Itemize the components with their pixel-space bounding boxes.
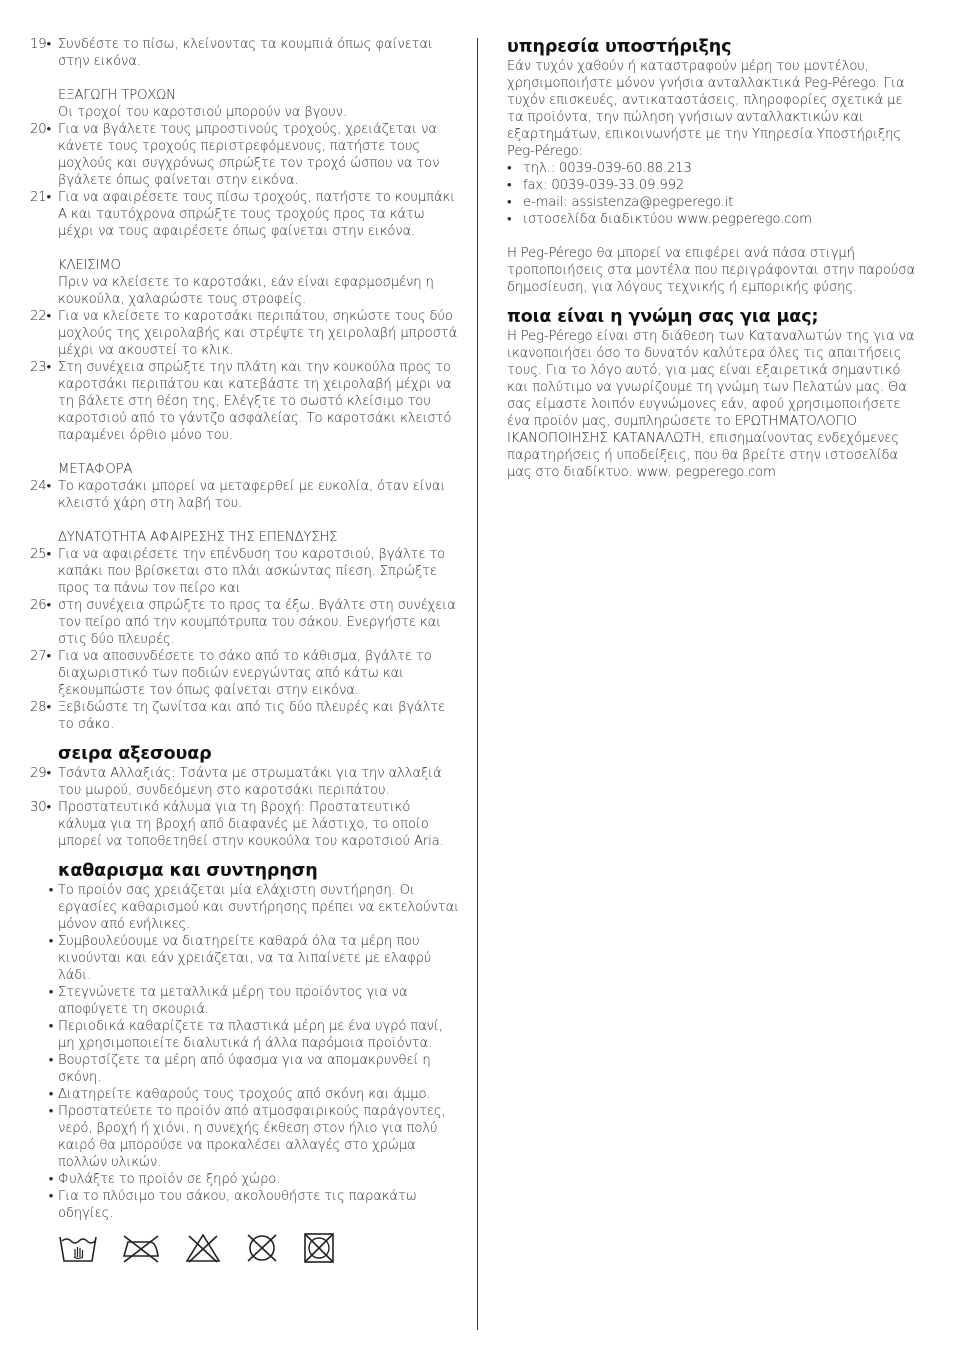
subheading-closing: ΚΛΕΙΣΙΜΟ — [58, 258, 121, 273]
bullet-text: Περιοδικά καθαρίζετε τα πλαστικά μέρη με ένα υγρό πανί, μη χρησιμοποιείτε διαλυτικά ή άλλα παρόμοια προϊόντα. — [58, 1019, 443, 1051]
cleaning-bullet-item — [30, 1086, 460, 1103]
accessories-heading: σειρα αξεσουαρ — [58, 744, 212, 764]
no-chlorine-icon — [184, 1232, 222, 1264]
left-column — [30, 36, 460, 1264]
subheading-transport: ΜΕΤΑΦΟΡΑ — [58, 462, 133, 477]
contact-item[interactable] — [507, 211, 922, 228]
cleaning-bullet-item — [30, 1171, 460, 1188]
cleaning-bullet-item — [30, 1188, 460, 1222]
step-28: 28• Ξεβιδώστε τη ζωνίτσα και από τις δύο πλευρές και βγάλτε το σάκο. — [30, 700, 446, 732]
cleaning-bullet-item — [30, 1103, 460, 1171]
step-25: 25• Για να αφαιρέσετε την επένδυση του καροτσιού, βγάλτε το καπάκι που βρίσκεται στο πλάι ασκώντας πίεση. Σπρώξτε προς τα πάνω τον πείρο και — [30, 547, 446, 596]
bullet-marker: • — [48, 934, 54, 949]
bullet-marker: • — [48, 1189, 54, 1204]
step-21: 21• Για να αφαιρέσετε τους πίσω τροχούς, πατήστε το κουμπάκι Α και ταυτόχρονα σπρώξτε τους τροχούς προς τα κάτω μέχρι να τους αφαιρέσετε όπως φαίνεται στην εικόνα. — [30, 190, 456, 239]
bullet-text: Για το πλύσιμο του σάκου, ακολουθήστε τις παρακάτω οδηγίες. — [58, 1189, 417, 1221]
contact-text[interactable]: e-mail: assistenza@pegperego.it — [523, 195, 734, 210]
no-bleach-icon — [120, 1232, 162, 1264]
bullet-marker: • — [48, 1104, 54, 1119]
opinion-text: Η Peg-Pérego είναι στη διάθεση των Καταναλωτών της για να ικανοποιήσει όσο το δυνατόν καλύτερα όλες τις απαιτήσεις τους. Για το λόγο αυτό, για μας είναι εξαιρετικά σημαντικό και πολύτιμο να γνωρίζουμε τη γνώμη των Πελατών μας. Θα σας είμαστε λοιπόν ευγνώμονες εάν, αφού χρησιμοποιήσετε ένα προϊόν μας, συμπληρώσετε το ΕΡΩΤΗΜΑΤΟΛΟΓΙΟ ΙΚΑΝΟΠΟΙΗΣΗΣ ΚΑΤΑΝΑΛΩΤΗ, επισημαίνοντας ενδεχόμενες παρατηρήσεις ή υποδείξεις, που θα βρείτε στην ιστοσελίδα μας στο διαδίκτυο. www. pegperego.com — [507, 329, 915, 480]
bullet-marker: • — [48, 1087, 54, 1102]
cleaning-list — [30, 882, 460, 1222]
bullet-marker: • — [48, 985, 54, 1000]
step-20: 20• Για να βγάλετε τους μπροστινούς τροχούς, χρειάζεται να κάνετε τους τροχούς περιστρεφόμενους, πατήστε τους μοχλούς και συγχρόνως σπρώξτε τον τροχό ώσπου να τον βγάλετε όπως φαίνεται στην εικόνα. — [30, 122, 440, 188]
column-divider — [477, 38, 478, 1330]
contact-item — [507, 160, 922, 177]
care-icons — [30, 1232, 460, 1264]
contact-text[interactable]: ιστοσελίδα διαδικτύου www.pegperego.com — [523, 212, 812, 227]
subheading-cover-removal: ΔΥΝΑΤΟΤΗΤΑ ΑΦΑΙΡΕΣΗΣ ΤΗΣ ΕΠΕΝΔΥΣΗΣ — [58, 530, 338, 545]
bullet-marker: • — [507, 178, 512, 193]
step-30: 30• Προστατευτικό κάλυμα για τη βροχή: Προστατευτικό κάλυμα για τη βροχή από διαφανές με λάστιχο, το οποίο μπορεί να τοποθετηθεί στην κουκούλα του καροτσιού Aria. — [30, 800, 444, 849]
cleaning-heading: καθαρισμα και συντηρηση — [58, 861, 318, 881]
bullet-text: Φυλάξτε το προϊόν σε ξηρό χώρο. — [58, 1172, 281, 1187]
contacts-list — [507, 160, 922, 228]
bullet-marker: • — [48, 1053, 54, 1068]
step-24: 24• Το καροτσάκι μπορεί να μεταφερθεί με ευκολία, όταν είναι κλειστό χάρη στη λαβή του. — [30, 479, 446, 511]
support-heading: υπηρεσία υποστήριξης — [507, 37, 732, 57]
support-text: Εάν τυχόν χαθούν ή καταστραφούν μέρη του μοντέλου, χρησιμοποιήστε μόνον γνήσια ανταλλακτικά Peg-Pérego. Για τυχόν επισκευές, αντικαταστάσεις, πληροφορίες σχετικά με τα προϊόντα, την πώληση γνήσιων ανταλλακτικών και εξαρτημάτων, επικοινωνήστε με την Υπηρεσία Υποστήριξης Peg-Pérego: — [507, 59, 905, 159]
step-22: 22• Για να κλείσετε το καροτσάκι περιπάτου, σηκώστε τους δύο μοχλούς της χειρολαβής και στρέψτε τη χειρολαβή μπροστά μέχρι να ακουστεί το κλικ. — [30, 309, 458, 358]
bullet-text: Βουρτσίζετε τα μέρη από ύφασμα για να απομακρυνθεί η σκόνη. — [58, 1053, 431, 1085]
step-23: 23• Στη συνέχεια σπρώξτε την πλάτη και την κουκούλα προς το καροτσάκι περιπάτου και κατεβάστε τη χειρολαβή μέχρι να τη βάλετε στη θέση της, Ελέγξτε το σωστό κλείσιμο του καροτσιού από το γάντζο ασφαλείας. Το καροτσάκι κλειστό παραμένει όρθιο μόνο του. — [30, 360, 452, 443]
step-26: 26• στη συνέχεια σπρώξτε το προς τα έξω. Βγάλτε στη συνέχεια τον πείρο από την κουμπότρυπα του σάκου. Ενεργήστε και στις δύο πλευρές. — [30, 598, 456, 647]
bullet-text: Διατηρείτε καθαρούς τους τροχούς από σκόνη και άμμο. — [58, 1087, 431, 1102]
bullet-text: Στεγνώνετε τα μεταλλικά μέρη του προϊόντος για να αποφύγετε τη σκουριά. — [58, 985, 408, 1017]
bullet-marker: • — [507, 161, 512, 176]
bullet-marker: • — [48, 1019, 54, 1034]
right-column — [507, 36, 922, 481]
bullet-marker: • — [48, 1172, 54, 1187]
cleaning-bullet-item — [30, 1052, 460, 1086]
bullet-text: Το προϊόν σας χρειάζεται μία ελάχιστη συντήρηση. Οι εργασίες καθαρισμού και συντήρησης πρέπει να εκτελούνται μόνον από ενήλικες. — [58, 883, 460, 932]
contact-text: fax: 0039-039-33.09.992 — [523, 178, 685, 193]
wheel-removal-intro: Οι τροχοί του καροτσιού μπορούν να βγουν. — [58, 105, 347, 120]
step-19: 19• Συνδέστε το πίσω, κλείνοντας τα κουμπιά όπως φαίνεται στην εικόνα. — [30, 37, 433, 69]
notice-text: Η Peg-Pérego θα μπορεί να επιφέρει ανά πάσα στιγμή τροποποιήσεις στα μοντέλα που περιγράφονται στην παρούσα δημοσίευση, για λόγους τεχνικής ή εμπορικής φύσης. — [507, 246, 916, 295]
subheading-wheel-removal: ΕΞΑΓΩΓΗ ΤΡΟΧΩΝ — [58, 88, 176, 103]
bullet-text: Προστατεύετε το προϊόν από ατμοσφαιρικούς παράγοντες, νερό, βροχή ή χιόνι, η συνεχής έκθεση στον ήλιο για πολύ καιρό θα μπορούσε να προκαλέσει αλλαγές στο χρώμα πολλών υλικών. — [58, 1104, 446, 1170]
contact-item[interactable] — [507, 194, 922, 211]
bullet-text: Συμβουλεύουμε να διατηρείτε καθαρά όλα τα μέρη που κινούνται και εάν χρειάζεται, να τα λιπαίνετε με ελαφρύ λάδι. — [58, 934, 432, 983]
cleaning-bullet-item — [30, 882, 460, 933]
contact-text: τηλ.: 0039-039-60.88.213 — [523, 161, 692, 176]
opinion-heading: ποια είναι η γνώμη σας για μας; — [507, 307, 819, 327]
step-27: 27• Για να αποσυνδέσετε το σάκο από το κάθισμα, βγάλτε το διαχωριστικό των ποδιών ενεργώντας από κάτω και ξεκουμπώστε τον όπως φαίνεται στην εικόνα. — [30, 649, 432, 698]
hand-wash-icon — [58, 1232, 98, 1264]
cleaning-bullet-item — [30, 1018, 460, 1052]
no-tumble-dry-icon — [302, 1232, 336, 1264]
bullet-marker: • — [507, 195, 512, 210]
closing-intro: Πριν να κλείσετε το καροτσάκι, εάν είναι εφαρμοσμένη η κουκούλα, χαλαρώστε τους στροφείς. — [58, 275, 434, 307]
bullet-marker: • — [507, 212, 512, 227]
bullet-marker: • — [48, 883, 54, 898]
cleaning-bullet-item — [30, 933, 460, 984]
step-29: 29• Τσάντα Αλλαξιάς: Τσάντα με στρωματάκι για την αλλαξιά του μωρού, συνδεόμενη στο καροτσάκι περιπάτου. — [30, 766, 442, 798]
contact-item — [507, 177, 922, 194]
no-dry-clean-icon — [244, 1232, 280, 1264]
cleaning-bullet-item — [30, 984, 460, 1018]
